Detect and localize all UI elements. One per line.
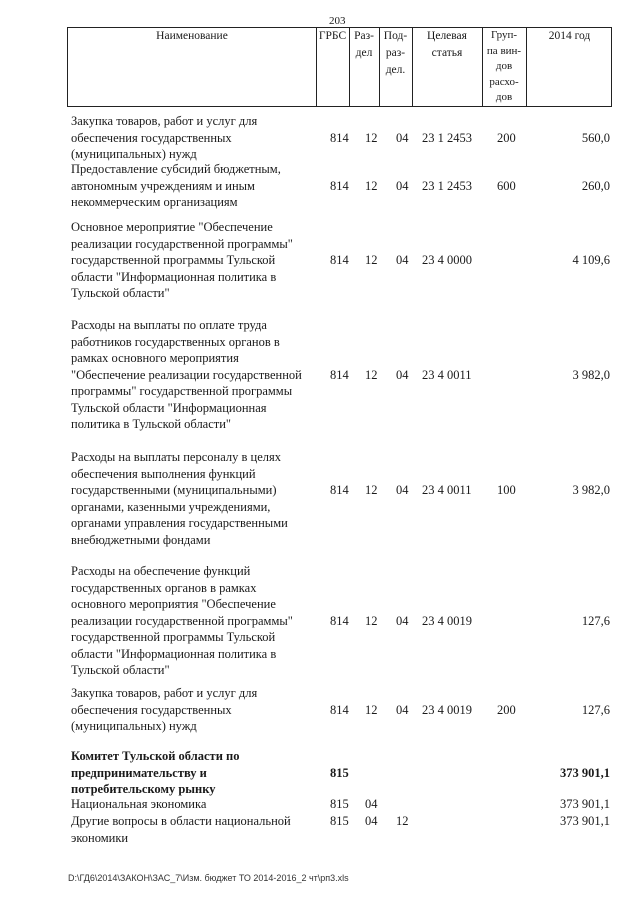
row-razdel: 12 xyxy=(365,702,378,717)
file-path-footer: D:\ГД6\2014\ЗАКОН\ЗАС_7\Изм. бюджет ТО 2014-2016_2 чт\рп3.xls xyxy=(68,873,349,883)
page-number: 203 xyxy=(329,15,346,27)
header-grbs: ГРБС xyxy=(318,30,347,42)
row-name: Закупка товаров, работ и услуг для обеспечения государственных (муниципальных) нужд xyxy=(71,114,258,161)
row-podrazdel: 04 xyxy=(396,702,409,717)
row-podrazdel: 04 xyxy=(396,253,409,267)
row-celevaya: 23 4 0000 xyxy=(422,253,472,267)
row-sum: 3 982,0 xyxy=(572,483,610,497)
row-celevaya: 23 4 0019 xyxy=(422,613,472,628)
row-razdel: 12 xyxy=(365,483,378,497)
row-gruppa: 200 xyxy=(497,702,516,717)
row-name: Основное мероприятие "Обеспечение реализации государственной программы" государственной программы Тульской области "Информационная политика в Тульской области" xyxy=(71,220,293,300)
table-row xyxy=(67,317,612,433)
row-name: Комитет Тульской области по предпринимательству и потребительскому рынку xyxy=(71,749,240,796)
row-podrazdel: 04 xyxy=(396,367,409,382)
table-row xyxy=(67,796,612,813)
row-sum: 127,6 xyxy=(581,702,610,717)
row-sum: 260,0 xyxy=(581,178,610,193)
table-row xyxy=(67,161,612,211)
row-grbs: 814 xyxy=(330,253,349,267)
row-grbs: 815 xyxy=(330,765,349,780)
table-header xyxy=(67,27,612,107)
row-razdel: 12 xyxy=(365,253,378,267)
row-name: Закупка товаров, работ и услуг для обеспечения государственных (муниципальных) нужд xyxy=(71,686,258,733)
row-razdel: 04 xyxy=(365,814,378,828)
row-sum: 373 901,1 xyxy=(560,797,610,811)
row-grbs: 814 xyxy=(330,483,349,497)
table-row xyxy=(67,219,612,302)
row-grbs: 815 xyxy=(330,814,349,828)
table-row xyxy=(67,813,612,846)
row-name: Расходы на обеспечение функций государственных органов в рамках основного мероприятия "Обеспечение реализации государственной программы" государственной программы Тульской области "Информационная политика в Тульской области" xyxy=(71,564,293,677)
row-razdel: 04 xyxy=(365,797,378,811)
row-razdel: 12 xyxy=(365,367,378,382)
row-sum: 127,6 xyxy=(581,613,610,628)
row-sum: 3 982,0 xyxy=(572,367,610,382)
row-razdel: 12 xyxy=(365,613,378,628)
row-celevaya: 23 4 0019 xyxy=(422,702,472,717)
row-gruppa: 100 xyxy=(497,483,516,497)
header-gruppa: Груп- па вин- дов расхо- дов xyxy=(486,29,522,103)
table-row xyxy=(67,113,612,163)
row-grbs: 814 xyxy=(330,613,349,628)
header-name: Наименование xyxy=(156,30,228,42)
row-razdel: 12 xyxy=(365,178,378,193)
row-name: Другие вопросы в области национальной экономики xyxy=(71,814,291,845)
table-row xyxy=(67,685,612,735)
row-sum: 373 901,1 xyxy=(560,765,610,780)
row-gruppa: 600 xyxy=(497,178,516,193)
row-celevaya: 23 4 0011 xyxy=(422,483,472,497)
header-podrazdel: Под- раз- дел. xyxy=(383,30,408,76)
row-gruppa: 200 xyxy=(497,130,516,145)
row-sum: 4 109,6 xyxy=(572,253,610,267)
row-name: Предоставление субсидий бюджетным, автономным учреждениям и иным некоммерческим организациям xyxy=(71,162,281,209)
row-podrazdel: 04 xyxy=(396,130,409,145)
row-sum: 373 901,1 xyxy=(560,814,610,828)
table-row xyxy=(67,449,612,548)
row-name: Национальная экономика xyxy=(71,797,207,811)
row-grbs: 814 xyxy=(330,702,349,717)
row-podrazdel: 04 xyxy=(396,483,409,497)
row-grbs: 814 xyxy=(330,178,349,193)
header-year: 2014 год xyxy=(548,30,591,42)
header-razdel: Раз- дел xyxy=(354,30,374,59)
row-grbs: 814 xyxy=(330,130,349,145)
row-podrazdel: 04 xyxy=(396,613,409,628)
row-grbs: 814 xyxy=(330,367,349,382)
table-row xyxy=(67,563,612,679)
row-podrazdel: 04 xyxy=(396,178,409,193)
row-name: Расходы на выплаты по оплате труда работников государственных органов в рамках основного мероприятия "Обеспечение реализации государственной программы" государственной программы Тульской области "Информационная политика в Тульской области" xyxy=(71,318,302,431)
row-celevaya: 23 1 2453 xyxy=(422,130,472,145)
row-celevaya: 23 4 0011 xyxy=(422,367,472,382)
row-podrazdel: 12 xyxy=(396,814,409,828)
row-celevaya: 23 1 2453 xyxy=(422,178,472,193)
header-celevaya: Целевая статья xyxy=(427,30,467,59)
row-grbs: 815 xyxy=(330,797,349,811)
row-name: Расходы на выплаты персоналу в целях обеспечения выполнения функций государственными (муниципальными) органами, казенными учреждениями, органами управления государственными внебюджетными фондами xyxy=(71,450,288,547)
table-row xyxy=(67,748,612,798)
row-sum: 560,0 xyxy=(581,130,610,145)
row-razdel: 12 xyxy=(365,130,378,145)
